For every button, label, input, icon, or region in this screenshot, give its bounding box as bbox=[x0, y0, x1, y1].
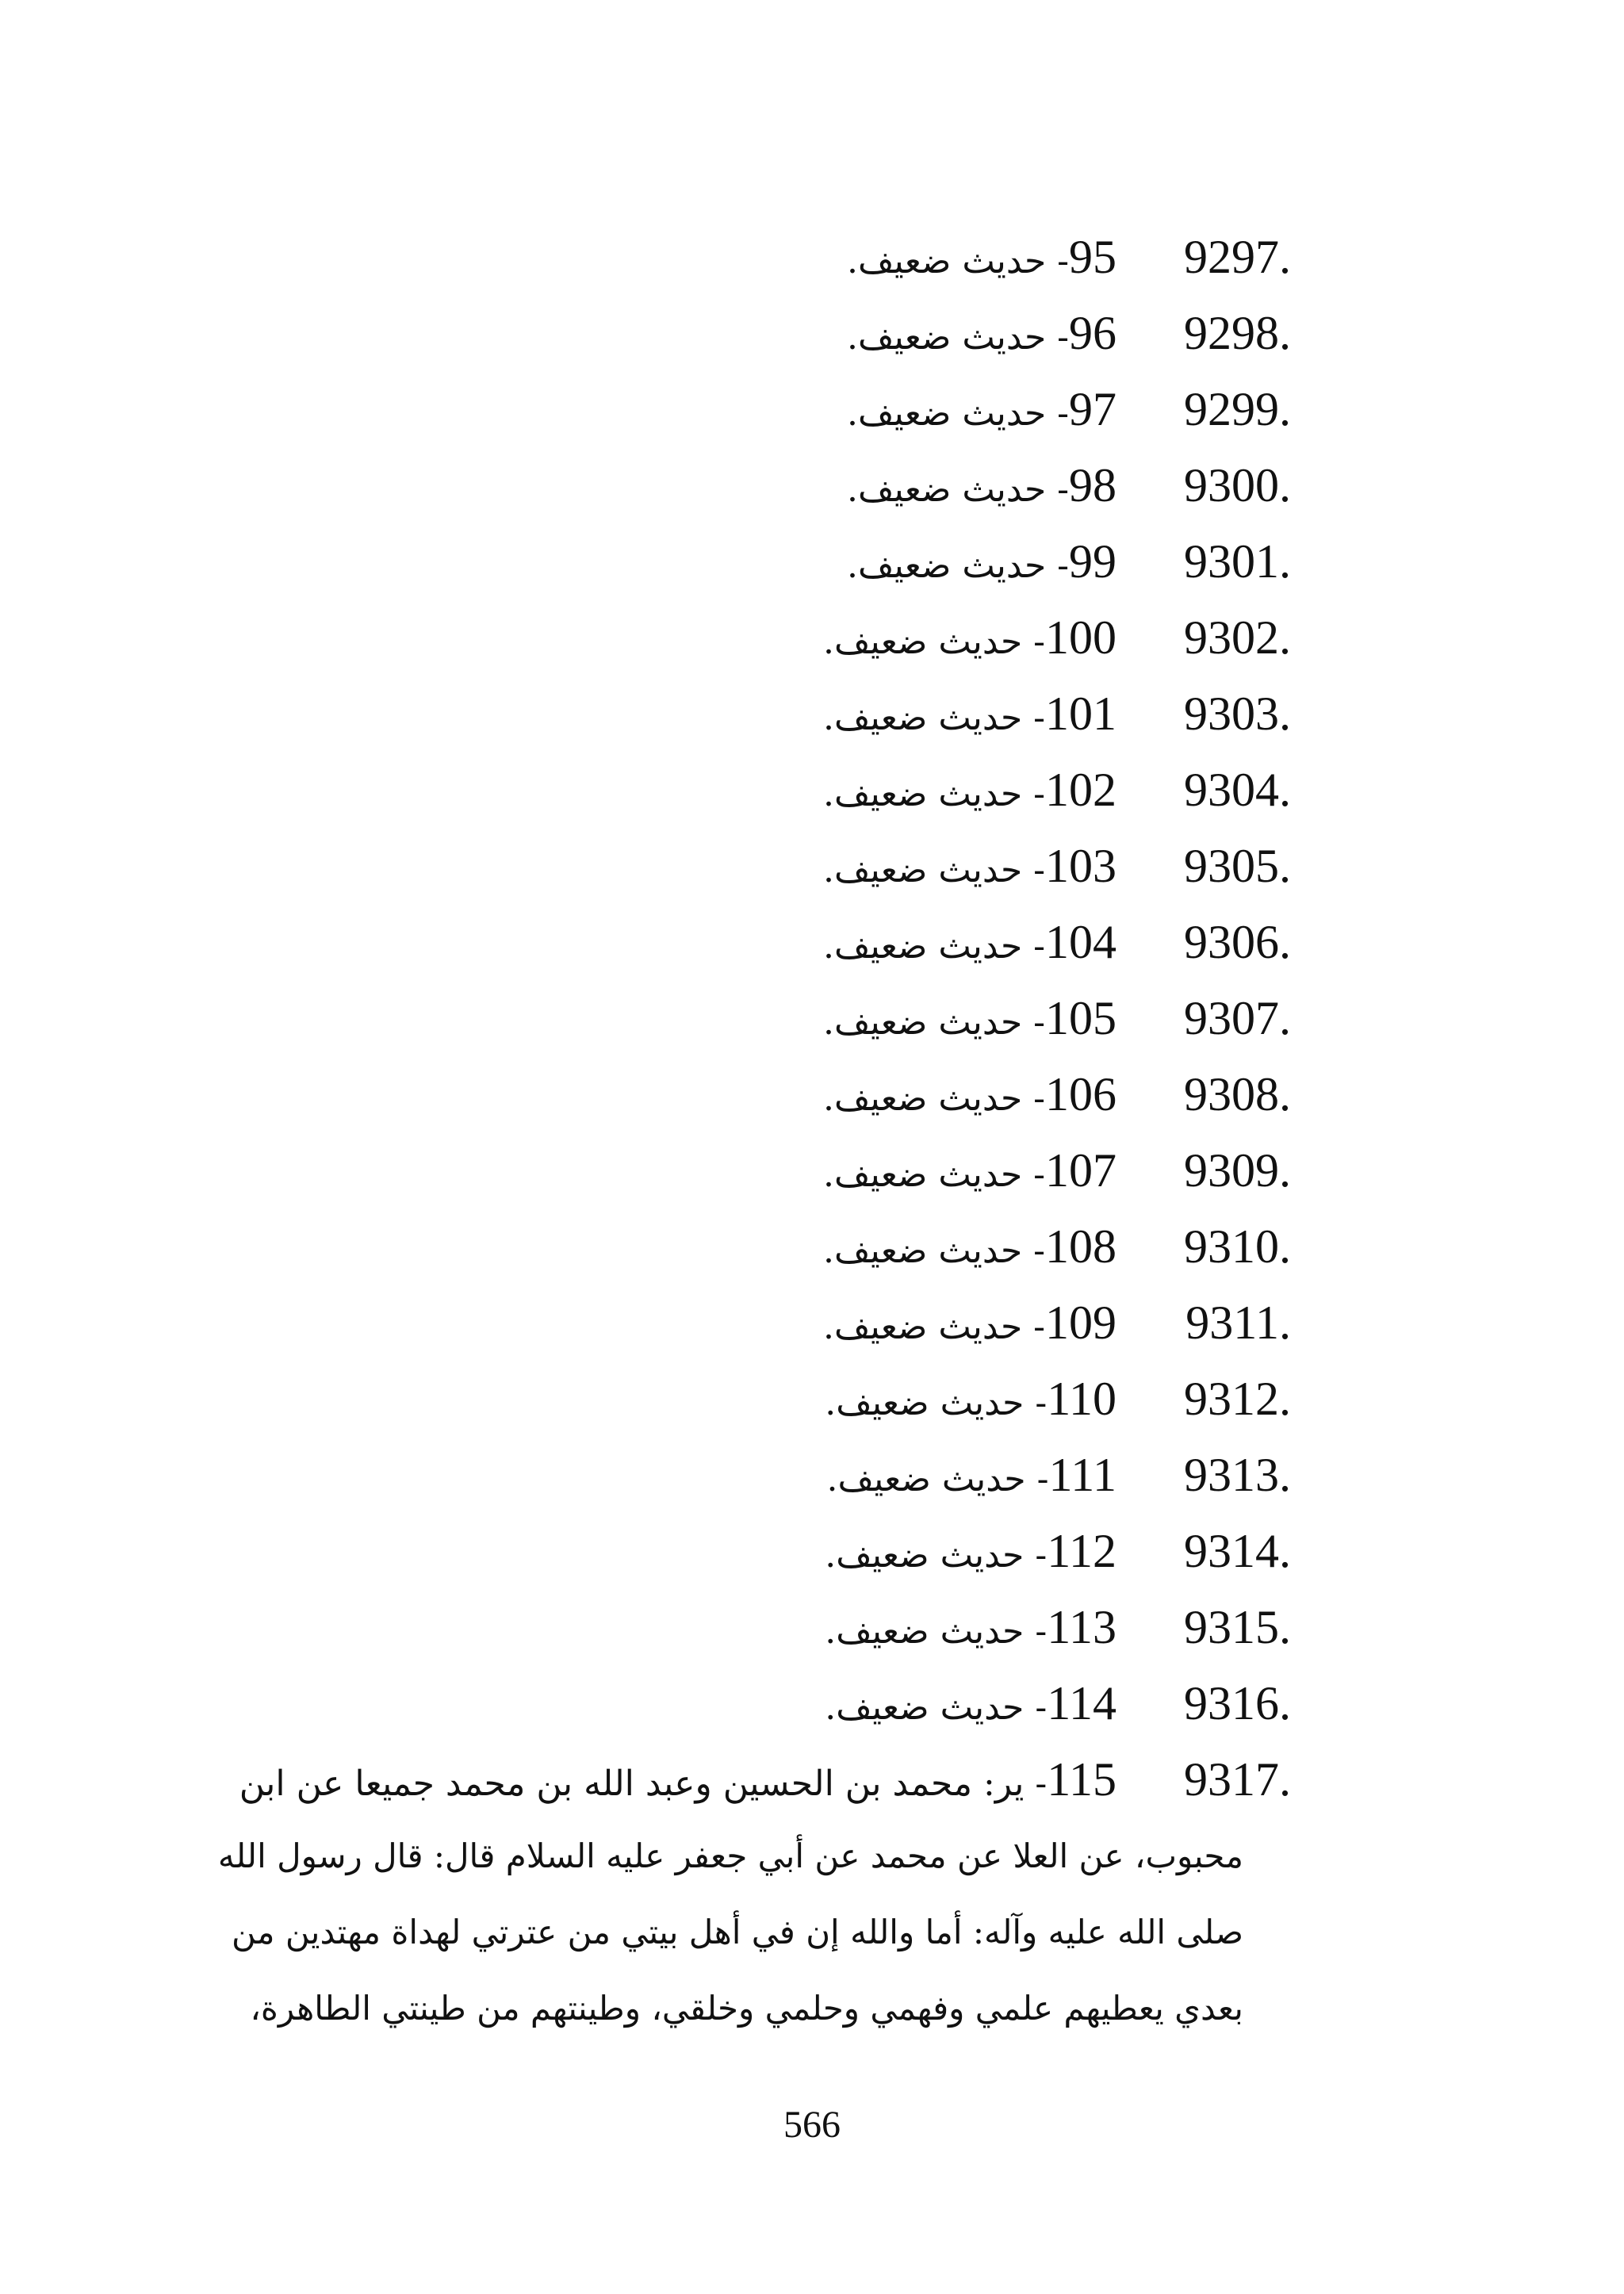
entry-sub-number: 115 bbox=[1047, 1753, 1116, 1806]
entry-sub-number: 102 bbox=[1045, 764, 1116, 816]
entry-body: - حديث ضعيف. bbox=[823, 622, 1045, 662]
list-item bbox=[0, 904, 1624, 980]
entry-sub-number: 105 bbox=[1045, 992, 1116, 1044]
list-item bbox=[0, 1513, 1624, 1589]
entry-text bbox=[823, 1132, 1116, 1213]
entry-number: 9310. bbox=[1184, 1220, 1291, 1273]
entry-body: - حديث ضعيف. bbox=[825, 1611, 1048, 1652]
list-item bbox=[0, 371, 1624, 447]
entry-sub-number: 103 bbox=[1045, 840, 1116, 892]
entry-body: - حديث ضعيف. bbox=[823, 698, 1045, 738]
list-item bbox=[0, 523, 1624, 599]
entry-sub-number: 112 bbox=[1047, 1525, 1116, 1577]
entry-text bbox=[847, 371, 1116, 452]
list-item bbox=[0, 599, 1624, 676]
entry-sub-number: 108 bbox=[1045, 1220, 1116, 1273]
entry-number: 9313. bbox=[1184, 1449, 1291, 1501]
entry-number: 9303. bbox=[1184, 687, 1291, 740]
continuation-line: محبوب، عن العلا عن محمد عن أبي جعفر عليه السلام قال: قال رسول الله bbox=[217, 1836, 1243, 1875]
list-item bbox=[0, 1437, 1624, 1513]
entry-body: - ير: محمد بن الحسين وعبد الله بن محمد جميعا عن ابن bbox=[239, 1764, 1048, 1804]
entry-body: - حديث ضعيف. bbox=[823, 1231, 1045, 1271]
entry-sub-number: 96 bbox=[1069, 307, 1116, 359]
list-item bbox=[0, 1285, 1624, 1361]
entry-body: - حديث ضعيف. bbox=[825, 1535, 1048, 1576]
entry-number: 9308. bbox=[1184, 1068, 1291, 1120]
entry-text bbox=[825, 1665, 1116, 1746]
entry-text bbox=[847, 295, 1116, 376]
entry-body: - حديث ضعيف. bbox=[823, 1002, 1045, 1043]
entry-number: 9297. bbox=[1184, 231, 1291, 283]
list-item bbox=[0, 1208, 1624, 1285]
entry-sub-number: 114 bbox=[1047, 1677, 1116, 1729]
entry-number: 9304. bbox=[1184, 764, 1291, 816]
entry-number: 9302. bbox=[1184, 611, 1291, 664]
page-number: 566 bbox=[783, 2104, 841, 2146]
entry-body: - حديث ضعيف. bbox=[823, 926, 1045, 967]
entry-sub-number: 101 bbox=[1045, 687, 1116, 740]
entry-list bbox=[0, 219, 1624, 1817]
entry-text bbox=[823, 828, 1116, 909]
entry-sub-number: 107 bbox=[1045, 1144, 1116, 1197]
entry-sub-number: 109 bbox=[1045, 1296, 1116, 1349]
entry-text bbox=[847, 447, 1116, 528]
entry-number: 9317. bbox=[1184, 1753, 1291, 1806]
list-item bbox=[0, 1132, 1624, 1208]
entry-sub-number: 100 bbox=[1045, 611, 1116, 664]
entry-body: - حديث ضعيف. bbox=[847, 241, 1069, 281]
entry-text bbox=[823, 904, 1116, 985]
entry-text bbox=[825, 1361, 1116, 1442]
entry-text bbox=[825, 1513, 1116, 1594]
list-item bbox=[0, 447, 1624, 523]
entry-body: - حديث ضعيف. bbox=[823, 850, 1045, 890]
entry-sub-number: 97 bbox=[1069, 383, 1116, 435]
entry-text bbox=[823, 599, 1116, 680]
list-item bbox=[0, 1361, 1624, 1437]
entry-body: - حديث ضعيف. bbox=[847, 469, 1069, 510]
entry-sub-number: 99 bbox=[1069, 535, 1116, 588]
entry-text bbox=[826, 1437, 1116, 1518]
list-item bbox=[0, 1056, 1624, 1132]
entry-number: 9311. bbox=[1185, 1296, 1291, 1349]
entry-body: - حديث ضعيف. bbox=[825, 1383, 1048, 1423]
list-item bbox=[0, 1589, 1624, 1665]
list-item bbox=[0, 752, 1624, 828]
entry-number: 9314. bbox=[1184, 1525, 1291, 1577]
entry-body: - حديث ضعيف. bbox=[825, 1687, 1048, 1728]
entry-number: 9301. bbox=[1184, 535, 1291, 588]
entry-text bbox=[239, 1741, 1116, 1822]
entry-text bbox=[823, 1285, 1116, 1365]
entry-number: 9299. bbox=[1184, 383, 1291, 435]
entry-body: - حديث ضعيف. bbox=[823, 1155, 1045, 1195]
list-item bbox=[0, 295, 1624, 371]
entry-body: - حديث ضعيف. bbox=[847, 317, 1069, 358]
entry-sub-number: 106 bbox=[1045, 1068, 1116, 1120]
entry-sub-number: 98 bbox=[1069, 459, 1116, 511]
entry-sub-number: 111 bbox=[1048, 1449, 1116, 1501]
entry-number: 9307. bbox=[1184, 992, 1291, 1044]
list-item bbox=[0, 676, 1624, 752]
entry-sub-number: 110 bbox=[1047, 1373, 1116, 1425]
entry-text bbox=[847, 219, 1116, 300]
entry-sub-number: 104 bbox=[1045, 916, 1116, 968]
entry-body: - حديث ضعيف. bbox=[826, 1459, 1049, 1499]
continuation-line: بعدي يعطيهم علمي وفهمي وحلمي وخلقي، وطينتهم من طينتي الطاهرة، bbox=[250, 1989, 1243, 2028]
entry-number: 9315. bbox=[1184, 1601, 1291, 1653]
entry-text bbox=[825, 1589, 1116, 1670]
entry-sub-number: 113 bbox=[1047, 1601, 1116, 1653]
entry-body: - حديث ضعيف. bbox=[847, 546, 1069, 586]
list-item bbox=[0, 980, 1624, 1056]
list-item-long bbox=[0, 1741, 1624, 1817]
entry-number: 9298. bbox=[1184, 307, 1291, 359]
entry-text bbox=[823, 980, 1116, 1061]
entry-number: 9309. bbox=[1184, 1144, 1291, 1197]
entry-number: 9300. bbox=[1184, 459, 1291, 511]
list-item bbox=[0, 1665, 1624, 1741]
entry-number: 9316. bbox=[1184, 1677, 1291, 1729]
entry-text bbox=[823, 676, 1116, 756]
entry-number: 9305. bbox=[1184, 840, 1291, 892]
entry-text bbox=[823, 752, 1116, 833]
entry-number: 9306. bbox=[1184, 916, 1291, 968]
entry-body: - حديث ضعيف. bbox=[823, 1078, 1045, 1119]
list-item bbox=[0, 219, 1624, 295]
entry-body: - حديث ضعيف. bbox=[823, 774, 1045, 814]
list-item bbox=[0, 828, 1624, 904]
entry-text bbox=[823, 1208, 1116, 1289]
entry-number: 9312. bbox=[1184, 1373, 1291, 1425]
entry-text bbox=[847, 523, 1116, 604]
continuation-line: صلى الله عليه وآله: أما والله إن في أهل بيتي من عترتي لهداة مهتدين من bbox=[232, 1913, 1243, 1951]
entry-body: - حديث ضعيف. bbox=[823, 1307, 1045, 1347]
entry-body: - حديث ضعيف. bbox=[847, 393, 1069, 434]
entry-text bbox=[823, 1056, 1116, 1137]
entry-sub-number: 95 bbox=[1069, 231, 1116, 283]
